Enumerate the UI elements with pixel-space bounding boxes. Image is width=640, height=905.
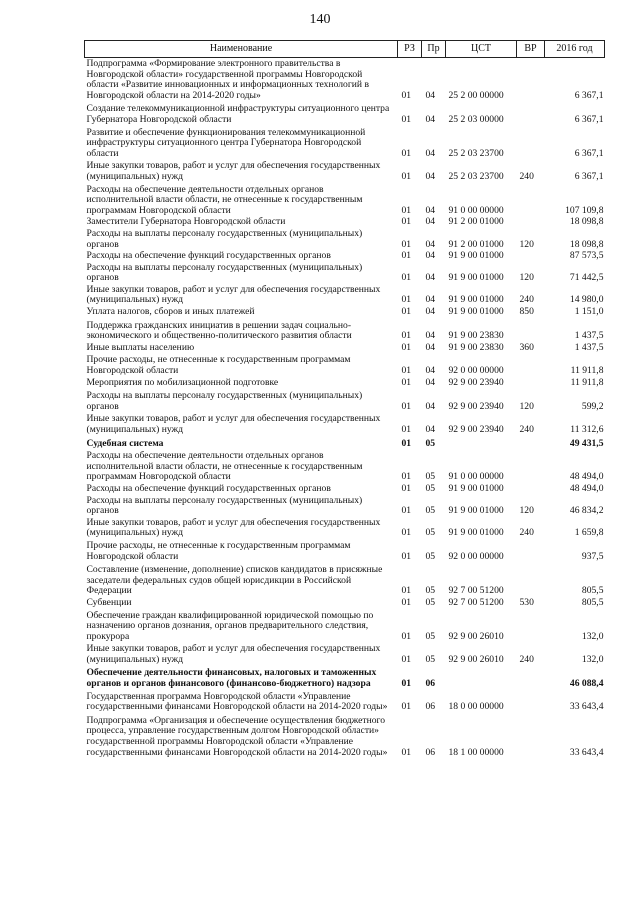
cst-cell: 91 9 00 01000 [448, 250, 504, 262]
column-header-vr: ВР [517, 41, 545, 58]
sum-cell: 599,2 [581, 400, 604, 412]
cst-cell: 25 2 03 23700 [448, 147, 504, 159]
name-cell: Обеспечение граждан квалифицированной юридической помощью по назначению органов дознания, органов предварительного следствия, прокурора [86, 609, 374, 642]
table-row [85, 228, 605, 250]
name-cell: Государственная программа Новгородской области «Управление государственными финансами Новгородской области на 2014-2020 годы» [86, 690, 388, 713]
table-row [85, 713, 605, 758]
rz-cell: 01 [401, 746, 412, 758]
table-row [85, 642, 605, 665]
name-cell: Расходы на выплаты персоналу государственных (муниципальных) органов [86, 390, 363, 412]
rz-cell: 01 [401, 341, 412, 353]
cst-cell: 92 0 00 00000 [448, 550, 504, 562]
sum-cell: 46 834,2 [569, 505, 604, 517]
sum-cell: 46 088,4 [569, 678, 604, 690]
vr-cell [517, 58, 545, 102]
sum-cell: 132,0 [581, 653, 604, 665]
cst-cell: 92 7 00 51200 [448, 596, 504, 608]
rz-cell: 01 [401, 147, 412, 159]
pr-cell: 04 [425, 365, 436, 377]
vr-cell [517, 101, 545, 125]
name-cell: Мероприятия по мобилизационной подготовке [86, 376, 279, 388]
column-header-year: 2016 год [545, 41, 605, 58]
vr-cell: 240 [519, 294, 534, 306]
cst-cell: 91 9 00 01000 [448, 294, 504, 306]
vr-cell: 120 [519, 505, 534, 517]
name-cell: Иные выплаты населению [86, 341, 195, 353]
cst-cell: 91 9 00 23830 [448, 330, 504, 342]
column-header-rz: РЗ [398, 41, 422, 58]
section-row [85, 436, 605, 450]
sum-cell: 33 643,4 [569, 746, 604, 758]
vr-cell: 360 [519, 341, 534, 353]
sum-cell: 48 494,0 [569, 471, 604, 483]
table-body [85, 58, 605, 759]
cst-cell: 92 9 00 26010 [448, 630, 504, 642]
page-number: 140 [309, 12, 331, 27]
vr-cell [517, 126, 545, 160]
table-row [85, 597, 605, 609]
cst-cell: 91 2 00 01000 [448, 238, 504, 250]
pr-cell: 06 [425, 746, 436, 758]
pr-cell: 06 [425, 701, 436, 713]
rz-cell: 01 [401, 238, 412, 250]
table-row [85, 284, 605, 306]
table-row [85, 388, 605, 412]
rz-cell: 01 [401, 424, 412, 435]
cst-cell: 92 0 00 00000 [448, 365, 504, 377]
cst-cell: 91 9 00 01000 [448, 482, 504, 494]
sum-cell: 1 437,5 [574, 341, 604, 353]
rz-cell: 01 [401, 471, 412, 483]
rz-cell: 01 [401, 653, 412, 665]
table-row [85, 412, 605, 435]
table-row [85, 126, 605, 160]
name-cell: Расходы на обеспечение функций государственных органов [86, 482, 331, 494]
table-row [85, 353, 605, 376]
section-row [85, 665, 605, 689]
rz-cell: 01 [401, 505, 412, 517]
vr-cell: 240 [519, 527, 534, 539]
pr-cell: 05 [425, 550, 436, 562]
cst-cell: 92 9 00 26010 [448, 653, 504, 665]
table-row [85, 517, 605, 539]
rz-cell: 01 [401, 400, 412, 412]
column-header-name: Наименование [85, 41, 398, 58]
pr-cell: 04 [425, 306, 436, 318]
vr-cell: 240 [519, 424, 534, 435]
name-cell: Поддержка гражданских инициатив в решении задач социально-экономического и общественно-политического развития области [86, 319, 352, 342]
name-cell: Расходы на обеспечение деятельности отдельных органов исполнительной власти области, не отнесенные к государственным программам Новгородской области [86, 450, 363, 483]
rz-cell: 01 [401, 550, 412, 562]
sum-cell: 18 098,8 [569, 238, 604, 250]
rz-cell: 01 [401, 216, 412, 228]
cst-cell: 91 9 00 01000 [448, 306, 504, 318]
name-cell: Субвенции [86, 596, 132, 608]
name-cell: Расходы на выплаты персоналу государственных (муниципальных) органов [86, 227, 363, 250]
name-cell: Обеспечение деятельности финансовых, налоговых и таможенных органов и органов финансового (финансово-бюджетного) надзора [86, 667, 377, 690]
pr-cell: 04 [425, 272, 436, 284]
sum-cell: 48 494,0 [569, 482, 604, 494]
rz-cell: 01 [401, 170, 412, 182]
name-cell: Иные закупки товаров, работ и услуг для обеспечения государственных (муниципальных) нужд [86, 516, 381, 539]
name-cell: Расходы на выплаты персоналу государственных (муниципальных) органов [86, 261, 363, 284]
pr-cell: 05 [425, 585, 436, 597]
pr-cell: 05 [425, 653, 436, 665]
pr-cell: 04 [425, 147, 436, 159]
cst-cell: 91 0 00 00000 [448, 471, 504, 483]
vr-cell: 120 [519, 400, 534, 412]
cst-cell: 92 9 00 23940 [448, 424, 504, 435]
sum-cell: 11 911,8 [570, 365, 604, 377]
cst-cell: 25 2 03 00000 [448, 113, 504, 125]
vr-cell [517, 183, 545, 217]
pr-cell: 04 [425, 113, 436, 125]
sum-cell: 107 109,8 [565, 204, 604, 216]
sum-cell: 1 437,5 [574, 330, 604, 342]
pr-cell: 05 [425, 505, 436, 517]
name-cell: Подпрограмма «Организация и обеспечение осуществления бюджетного процесса, управление государственным долгом Новгородской области» государственной программы Новгородской области «Управление государственными финансами Новгородской области на 2014-2020 годы» [86, 714, 388, 758]
rz-cell: 01 [401, 437, 412, 449]
vr-cell [517, 250, 545, 262]
vr-cell: 530 [519, 596, 534, 608]
pr-cell: 05 [425, 471, 436, 483]
column-header-cst: ЦСТ [446, 41, 517, 58]
sum-cell: 132,0 [581, 630, 604, 642]
rz-cell: 01 [401, 482, 412, 494]
vr-cell [517, 539, 545, 562]
table-row [85, 216, 605, 228]
table-row [85, 495, 605, 517]
sum-cell: 1 659,8 [574, 527, 604, 539]
pr-cell: 06 [425, 678, 436, 690]
pr-cell: 04 [425, 216, 436, 228]
rz-cell: 01 [401, 204, 412, 216]
vr-cell: 120 [519, 238, 534, 250]
vr-cell [517, 436, 545, 450]
name-cell: Составление (изменение, дополнение) списков кандидатов в присяжные заседатели федеральных судов общей юрисдикции в Российской Федерации [86, 564, 383, 597]
vr-cell [517, 665, 545, 689]
name-cell: Создание телекоммуникационной инфраструктуры ситуационного центра Губернатора Новгородской области [86, 103, 390, 125]
rz-cell: 01 [401, 330, 412, 342]
sum-cell: 6 367,1 [574, 170, 604, 182]
cst-cell [446, 436, 517, 450]
cst-cell: 91 0 00 00000 [448, 204, 504, 216]
table-row [85, 183, 605, 217]
name-cell: Иные закупки товаров, работ и услуг для обеспечения государственных (муниципальных) нужд [86, 413, 381, 435]
table-row [85, 159, 605, 182]
table-row [85, 250, 605, 262]
name-cell: Судебная система [86, 437, 164, 449]
vr-cell [517, 713, 545, 758]
sum-cell: 6 367,1 [574, 89, 604, 101]
pr-cell: 05 [425, 527, 436, 539]
sum-cell: 11 312,6 [570, 424, 604, 435]
vr-cell [517, 483, 545, 495]
table-row [85, 306, 605, 318]
pr-cell: 04 [425, 424, 436, 435]
cst-cell: 91 9 00 23830 [448, 341, 504, 353]
cst-cell: 25 2 03 23700 [448, 170, 504, 182]
sum-cell: 805,5 [581, 596, 604, 608]
pr-cell: 04 [425, 330, 436, 342]
sum-cell: 14 980,0 [569, 294, 604, 306]
name-cell: Подпрограмма «Формирование электронного правительства в Новгородской области» государственной программы Новгородской области «Развитие инновационных и информационных технологий в Новгородской области на 2014-2020 годы» [86, 58, 369, 101]
rz-cell: 01 [401, 585, 412, 597]
vr-cell [517, 216, 545, 228]
budget-table [84, 40, 605, 758]
sum-cell: 11 911,8 [570, 376, 604, 388]
cst-cell: 92 9 00 23940 [448, 400, 504, 412]
sum-cell: 6 367,1 [574, 147, 604, 159]
sum-cell: 71 442,5 [569, 272, 604, 284]
vr-cell [517, 609, 545, 643]
vr-cell [517, 353, 545, 376]
table-row [85, 690, 605, 713]
pr-cell: 04 [425, 238, 436, 250]
table-row [85, 377, 605, 389]
name-cell: Расходы на выплаты персоналу государственных (муниципальных) органов [86, 494, 363, 517]
column-header-pr: Пр [422, 41, 446, 58]
cst-cell: 25 2 00 00000 [448, 89, 504, 101]
cst-cell: 18 0 00 00000 [448, 701, 504, 713]
pr-cell: 04 [425, 170, 436, 182]
table-row [85, 562, 605, 597]
sum-cell: 87 573,5 [569, 250, 604, 262]
rz-cell: 01 [401, 272, 412, 284]
cst-cell: 91 9 00 01000 [448, 272, 504, 284]
name-cell: Иные закупки товаров, работ и услуг для обеспечения государственных (муниципальных) нужд [86, 643, 381, 665]
cst-cell: 91 2 00 01000 [448, 216, 504, 228]
table-row [85, 101, 605, 125]
rz-cell: 01 [401, 630, 412, 642]
pr-cell: 04 [425, 250, 436, 262]
name-cell: Прочие расходы, не отнесенные к государственным программам Новгородской области [86, 539, 351, 562]
pr-cell: 04 [425, 204, 436, 216]
cst-cell: 91 9 00 01000 [448, 505, 504, 517]
pr-cell: 05 [425, 482, 436, 494]
vr-cell [517, 690, 545, 713]
pr-cell: 04 [425, 376, 436, 388]
pr-cell: 04 [425, 89, 436, 101]
rz-cell: 01 [401, 89, 412, 101]
name-cell: Заместители Губернатора Новгородской области [86, 216, 286, 228]
vr-cell [517, 449, 545, 483]
rz-cell: 01 [401, 113, 412, 125]
sum-cell: 805,5 [581, 585, 604, 597]
cst-cell: 18 1 00 00000 [448, 746, 504, 758]
pr-cell: 05 [425, 630, 436, 642]
name-cell: Иные закупки товаров, работ и услуг для обеспечения государственных (муниципальных) нужд [86, 160, 381, 182]
vr-cell: 120 [519, 272, 534, 284]
name-cell: Уплата налогов, сборов и иных платежей [86, 306, 255, 318]
sum-cell: 49 431,5 [569, 437, 604, 449]
name-cell: Прочие расходы, не отнесенные к государственным программам Новгородской области [86, 354, 351, 377]
rz-cell: 01 [401, 678, 412, 690]
name-cell: Иные закупки товаров, работ и услуг для обеспечения государственных (муниципальных) нужд [86, 283, 381, 306]
vr-cell: 240 [519, 653, 534, 665]
table-row [85, 449, 605, 483]
rz-cell: 01 [401, 365, 412, 377]
table-row [85, 262, 605, 284]
table-row [85, 539, 605, 562]
pr-cell: 05 [425, 596, 436, 608]
rz-cell: 01 [401, 596, 412, 608]
sum-cell: 18 098,8 [569, 216, 604, 228]
table-row [85, 58, 605, 102]
name-cell: Развитие и обеспечение функционирования телекоммуникационной инфраструктуры ситуационного центра Губернатора Новгородской области [86, 126, 366, 159]
name-cell: Расходы на обеспечение деятельности отдельных органов исполнительной власти области, не отнесенные к государственным программам Новгородской области [86, 183, 363, 216]
rz-cell: 01 [401, 294, 412, 306]
name-cell: Расходы на обеспечение функций государственных органов [86, 250, 331, 262]
rz-cell: 01 [401, 376, 412, 388]
sum-cell: 1 151,0 [574, 306, 604, 318]
table-row [85, 609, 605, 643]
vr-cell: 240 [519, 170, 534, 182]
rz-cell: 01 [401, 527, 412, 539]
sum-cell: 937,5 [581, 550, 604, 562]
pr-cell: 05 [425, 437, 436, 449]
pr-cell: 04 [425, 400, 436, 412]
rz-cell: 01 [401, 306, 412, 318]
vr-cell [517, 562, 545, 597]
table-header [85, 41, 605, 58]
table-row [85, 483, 605, 495]
pr-cell: 04 [425, 294, 436, 306]
table-row [85, 342, 605, 354]
rz-cell: 01 [401, 701, 412, 713]
vr-cell: 850 [519, 306, 534, 318]
vr-cell [517, 377, 545, 389]
sum-cell: 6 367,1 [574, 113, 604, 125]
cst-cell: 92 7 00 51200 [448, 585, 504, 597]
cst-cell: 91 9 00 01000 [448, 527, 504, 539]
sum-cell: 33 643,4 [569, 701, 604, 713]
pr-cell: 04 [425, 341, 436, 353]
vr-cell [517, 318, 545, 342]
cst-cell [446, 665, 517, 689]
table-row [85, 318, 605, 342]
rz-cell: 01 [401, 250, 412, 262]
cst-cell: 92 9 00 23940 [448, 376, 504, 388]
